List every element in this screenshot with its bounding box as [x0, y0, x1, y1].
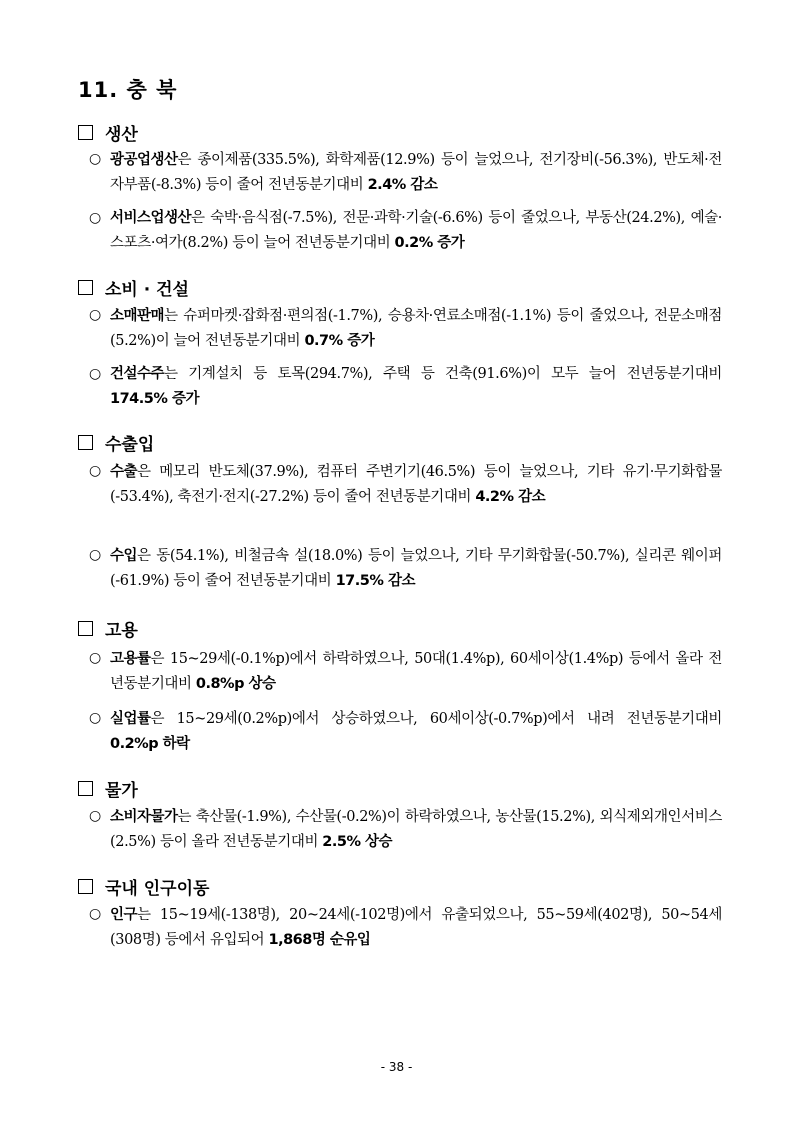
section-heading-prices	[78, 776, 138, 801]
item-result: 0.8%p 상승	[195, 676, 276, 692]
list-item-construction-orders	[110, 362, 722, 412]
item-result: 174.5% 증가	[110, 391, 199, 407]
item-term: 소매판매	[110, 308, 165, 324]
section-heading-label: 고용	[105, 621, 138, 641]
list-item-imports	[110, 544, 722, 594]
section-heading-migration	[78, 874, 209, 899]
section-heading-label: 물가	[105, 781, 138, 801]
item-text: 는 15~19세(-138명), 20~24세(-102명)에서 유출되었으나, 55~59세(402명), 50~54세(308명) 등에서 유입되어	[110, 907, 722, 948]
item-result: 2.4% 감소	[367, 177, 438, 193]
circle-bullet-icon: ○	[89, 808, 102, 824]
item-text: 은 메모리 반도체(37.9%), 컴퓨터 주변기기(46.5%) 등이 늘었으나, 기타 유기·무기화합물(-53.4%), 축전기·전지(-27.2%) 등이 줄어 전년동분기대비	[110, 464, 722, 505]
checkbox-square-icon	[78, 879, 93, 894]
circle-bullet-icon: ○	[89, 710, 102, 726]
list-item-employment-rate	[110, 647, 722, 697]
item-term: 수출	[110, 464, 138, 480]
circle-bullet-icon: ○	[89, 307, 102, 323]
item-text: 은 종이제품(335.5%), 화학제품(12.9%) 등이 늘었으나, 전기장비(-56.3%), 반도체·전자부품(-8.3%) 등이 줄어 전년동분기대비	[110, 152, 722, 193]
section-heading-label: 국내 인구이동	[105, 879, 210, 899]
item-term: 서비스업생산	[110, 210, 192, 226]
item-result: 4.2% 감소	[475, 489, 546, 505]
circle-bullet-icon: ○	[89, 366, 102, 382]
item-term: 광공업생산	[110, 152, 178, 168]
list-item-retail-sales	[110, 304, 722, 354]
circle-bullet-icon: ○	[89, 906, 102, 922]
circle-bullet-icon: ○	[89, 210, 102, 226]
item-text: 은 숙박·음식점(-7.5%), 전문·과학·기술(-6.6%) 등이 줄었으나, 부동산(24.2%), 예술·스포츠·여가(8.2%) 등이 늘어 전년동분기대비	[110, 210, 722, 251]
item-text: 은 15~29세(0.2%p)에서 상승하였으나, 60세이상(-0.7%p)에서 내려 전년동분기대비	[150, 711, 722, 727]
list-item-mining-production	[110, 148, 722, 198]
item-term: 고용률	[110, 651, 151, 667]
item-term: 수입	[110, 548, 138, 564]
item-text: 은 동(54.1%), 비철금속 설(18.0%) 등이 늘었으나, 기타 무기화합물(-50.7%), 실리콘 웨이퍼(-61.9%) 등이 줄어 전년동분기대비	[110, 548, 722, 589]
item-term: 인구	[110, 907, 138, 923]
item-term: 실업률	[110, 711, 151, 727]
circle-bullet-icon: ○	[89, 650, 102, 666]
item-term: 소비자물가	[110, 809, 178, 825]
page-title: 11. 충 북	[78, 78, 178, 102]
checkbox-square-icon	[78, 435, 93, 450]
item-text: 는 슈퍼마켓·잡화점·편의점(-1.7%), 승용차·연료소매점(-1.1%) 등이 줄었으나, 전문소매점(5.2%)이 늘어 전년동분기대비	[110, 308, 722, 349]
item-text: 는 축산물(-1.9%), 수산물(-0.2%)이 하락하였으나, 농산물(15.2%), 외식제외개인서비스(2.5%) 등이 올라 전년동분기대비	[110, 809, 722, 850]
circle-bullet-icon: ○	[89, 463, 102, 479]
item-text: 은 15~29세(-0.1%p)에서 하락하였으나, 50대(1.4%p), 60세이상(1.4%p) 등에서 올라 전년동분기대비	[110, 651, 722, 692]
section-heading-label: 수출입	[105, 435, 155, 455]
item-text: 는 기계설치 등 토목(294.7%), 주택 등 건축(91.6%)이 모두 늘어 전년동분기대비	[164, 366, 722, 382]
checkbox-square-icon	[78, 125, 93, 140]
list-item-service-production	[110, 206, 722, 256]
section-heading-production	[78, 120, 138, 145]
item-result: 0.7% 증가	[304, 333, 375, 349]
item-result: 2.5% 상승	[322, 834, 393, 850]
section-heading-consumption	[78, 275, 189, 300]
section-heading-trade	[78, 430, 154, 455]
checkbox-square-icon	[78, 621, 93, 636]
item-result: 0.2% 증가	[394, 235, 465, 251]
item-term: 건설수주	[110, 366, 165, 382]
list-item-exports	[110, 460, 722, 510]
circle-bullet-icon: ○	[89, 151, 102, 167]
section-heading-employment	[78, 616, 138, 641]
checkbox-square-icon	[78, 280, 93, 295]
page-number: - 38 -	[380, 1060, 413, 1074]
list-item-consumer-prices	[110, 805, 722, 855]
item-result: 0.2%p 하락	[110, 736, 190, 752]
section-heading-label: 생산	[105, 125, 138, 145]
item-result: 1,868명 순유입	[268, 932, 371, 948]
list-item-population	[110, 903, 722, 953]
section-heading-label: 소비 · 건설	[105, 280, 189, 300]
circle-bullet-icon: ○	[89, 547, 102, 563]
checkbox-square-icon	[78, 781, 93, 796]
list-item-unemployment-rate	[110, 707, 722, 757]
item-result: 17.5% 감소	[335, 573, 415, 589]
